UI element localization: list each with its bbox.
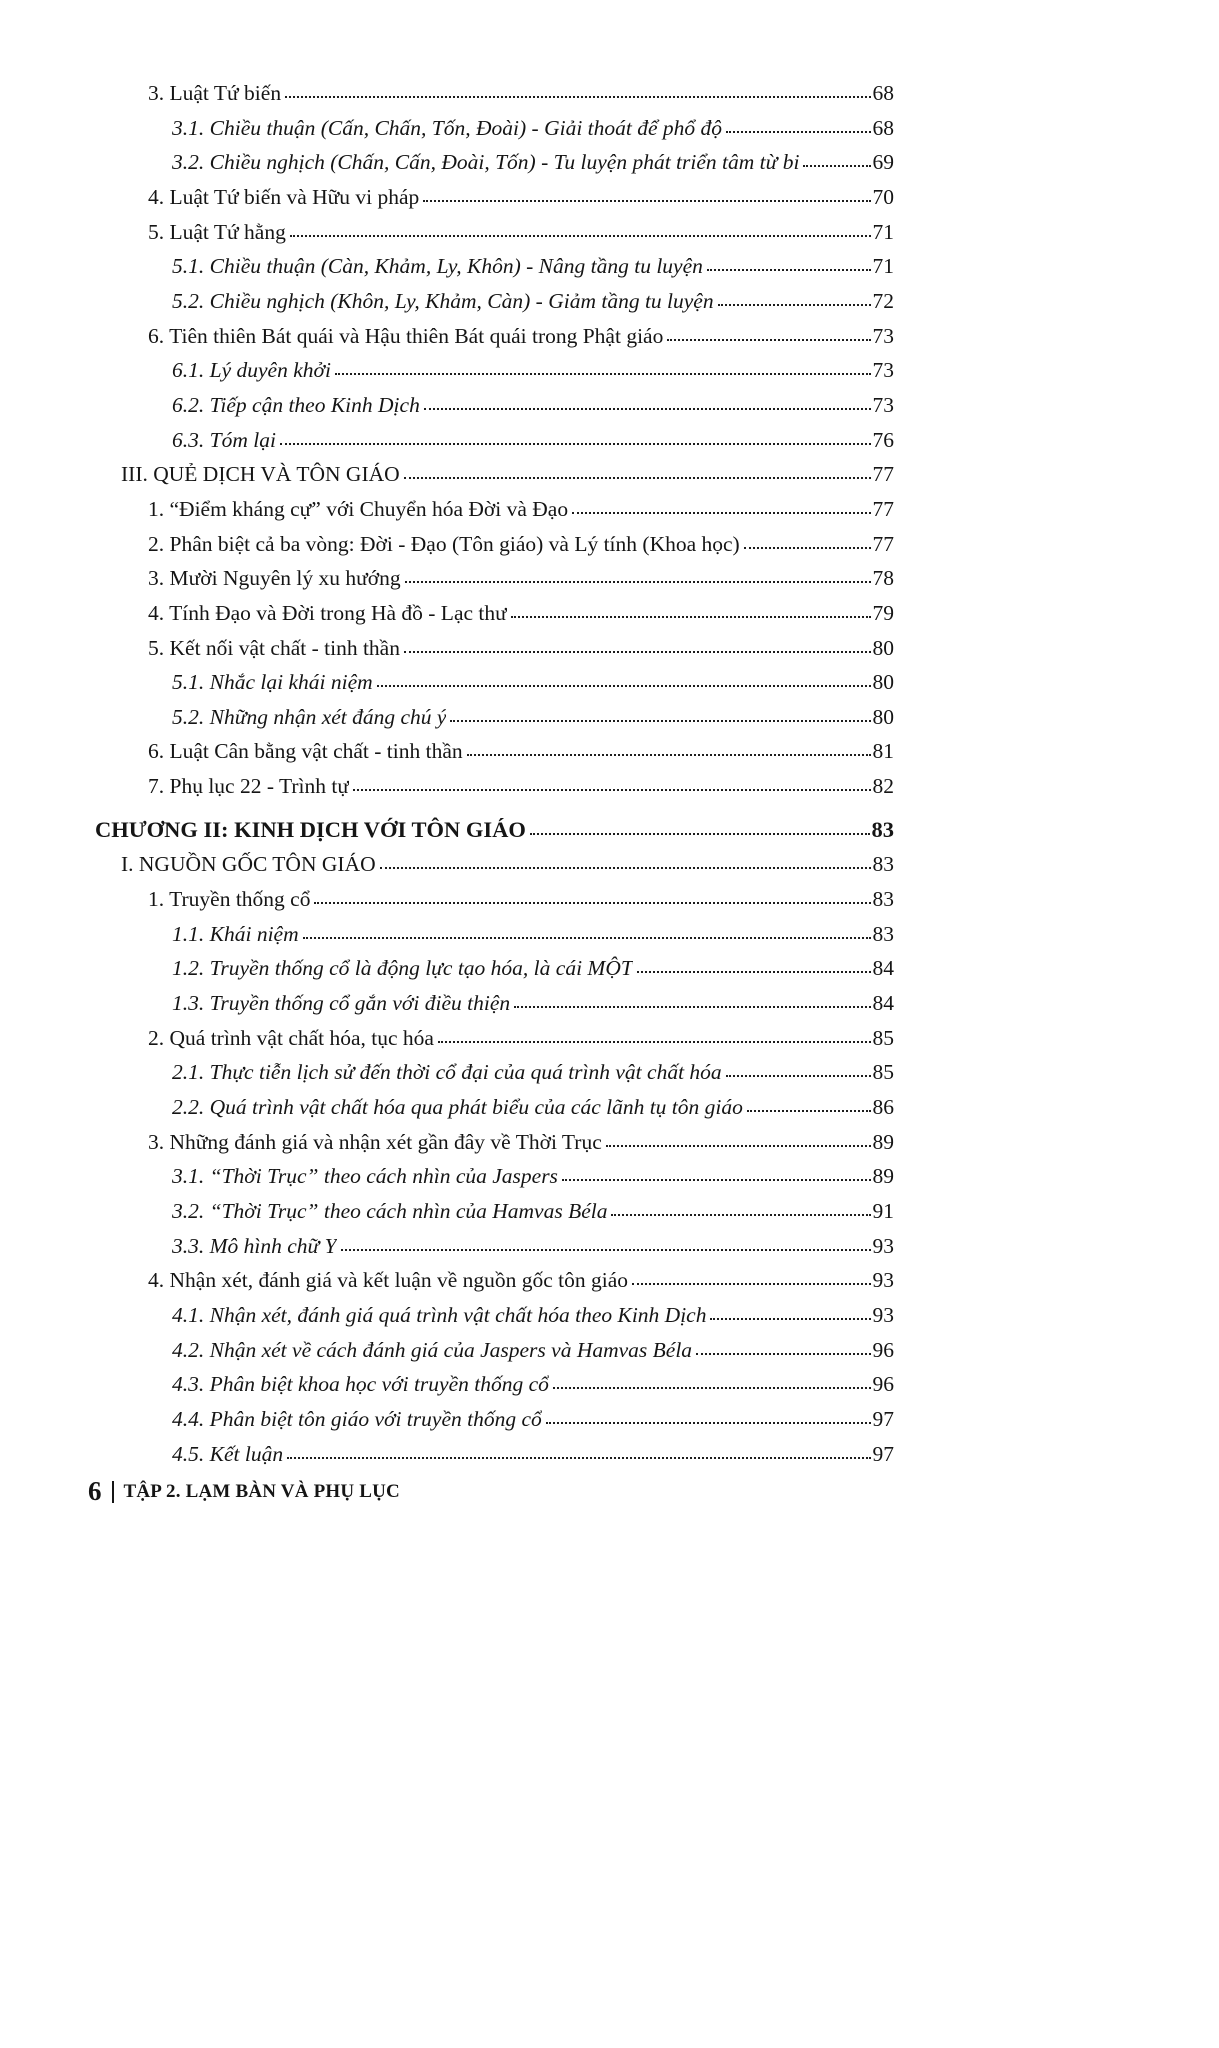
toc-entry-label: 4.3. Phân biệt khoa học với truyền thống cổ: [172, 1372, 549, 1397]
dotted-leader: [546, 1422, 871, 1424]
toc-entry-page: 86: [872, 1095, 894, 1120]
toc-entry: [95, 1229, 894, 1264]
toc-entry-page: 83: [872, 852, 894, 877]
toc-entry-page: 85: [872, 1025, 894, 1050]
dotted-leader: [611, 1214, 870, 1216]
toc-entry-page: 70: [872, 184, 894, 209]
toc-entry-label: 4. Nhận xét, đánh giá và kết luận về nguồn gốc tôn giáo: [148, 1268, 629, 1293]
toc-entry: [95, 457, 894, 492]
toc-entry-label: 2. Phân biệt cả ba vòng: Đời - Đạo (Tôn giáo) và Lý tính (Khoa học): [148, 531, 740, 556]
toc-entry-page: 77: [872, 496, 894, 521]
toc-entry: [95, 76, 894, 111]
toc-entry: [95, 492, 894, 527]
dotted-leader: [511, 616, 871, 618]
toc-entry: [95, 986, 894, 1021]
toc-entry: [95, 1437, 894, 1472]
toc-entry-page: 84: [872, 956, 894, 981]
toc-entry-page: 69: [872, 150, 894, 175]
toc-entry: [95, 665, 894, 700]
toc-entry-page: 89: [872, 1164, 894, 1189]
dotted-leader: [450, 720, 870, 722]
toc-entry-page: 83: [872, 921, 894, 946]
toc-entry-page: 73: [872, 392, 894, 417]
toc-entry-page: 93: [872, 1302, 894, 1327]
toc-entry-label: 3. Mười Nguyên lý xu hướng: [148, 566, 401, 591]
toc-entry: [95, 1333, 894, 1368]
toc-entry: [95, 813, 894, 848]
dotted-leader: [514, 1006, 870, 1008]
dotted-leader: [438, 1041, 871, 1043]
toc-entry-label: 3.1. “Thời Trục” theo cách nhìn của Jaspers: [172, 1164, 558, 1189]
toc-entry-page: 78: [872, 566, 894, 591]
toc-entry: [95, 769, 894, 804]
toc-entry-label: III. QUẺ DỊCH VÀ TÔN GIÁO: [121, 462, 400, 487]
toc-entry-label: 6. Tiên thiên Bát quái và Hậu thiên Bát quái trong Phật giáo: [148, 323, 664, 348]
dotted-leader: [707, 269, 871, 271]
toc-entry-label: 2.1. Thực tiễn lịch sử đến thời cổ đại của quá trình vật chất hóa: [172, 1060, 722, 1085]
dotted-leader: [303, 937, 871, 939]
dotted-leader: [377, 685, 871, 687]
toc-entry: [95, 215, 894, 250]
toc-entry-label: 2.2. Quá trình vật chất hóa qua phát biểu của các lãnh tụ tôn giáo: [172, 1095, 743, 1120]
toc-entry-label: 3. Luật Tứ biến: [148, 81, 282, 105]
toc-entry-label: 4. Luật Tứ biến và Hữu vi pháp: [148, 184, 420, 209]
toc-entry: [95, 631, 894, 666]
toc-entry: [95, 1194, 894, 1229]
toc-entry-page: 96: [872, 1337, 894, 1362]
toc-entry-label: 4.4. Phân biệt tôn giáo với truyền thống cổ: [172, 1406, 542, 1431]
toc-entry-page: 71: [872, 254, 894, 279]
toc-entry-label: 1. “Điểm kháng cự” với Chuyển hóa Đời và Đạo: [148, 496, 569, 521]
toc-entry-label: 5. Kết nối vật chất - tinh thần: [148, 635, 400, 660]
dotted-leader: [335, 373, 871, 375]
toc-entry-label: 7. Phụ lục 22 - Trình tự: [148, 774, 350, 799]
toc-entry-page: 97: [872, 1406, 894, 1431]
toc-entry-page: 77: [872, 531, 894, 556]
toc-entry-page: 93: [872, 1233, 894, 1258]
toc-entry-label: 6.2. Tiếp cận theo Kinh Dịch: [172, 392, 420, 417]
toc-entry-page: 96: [872, 1372, 894, 1397]
toc-entry-page: 93: [872, 1268, 894, 1293]
toc-entry-label: 5. Luật Tứ hằng: [148, 219, 286, 244]
toc-entry: [95, 319, 894, 354]
toc-entry-label: I. NGUỒN GỐC TÔN GIÁO: [121, 852, 376, 877]
toc-entry-page: 73: [872, 358, 894, 383]
dotted-leader: [341, 1249, 871, 1251]
dotted-leader: [667, 339, 870, 341]
footer-page-number: 6: [88, 1476, 102, 1506]
dotted-leader: [467, 754, 871, 756]
dotted-leader: [606, 1145, 871, 1147]
footer-divider: [112, 1481, 114, 1503]
dotted-leader: [287, 1457, 870, 1459]
toc-entry: [95, 1159, 894, 1194]
toc-entry-page: 83: [871, 816, 894, 842]
toc-entry-page: 89: [872, 1129, 894, 1154]
toc-entry-label: 1.1. Khái niệm: [172, 921, 299, 946]
toc-entry-page: 80: [872, 635, 894, 660]
toc-entry: [95, 284, 894, 319]
toc-entry: [95, 388, 894, 423]
dotted-leader: [632, 1283, 870, 1285]
toc-entry: [95, 423, 894, 458]
toc-entry-label: 3. Những đánh giá và nhận xét gần đây về Thời Trục: [148, 1129, 602, 1154]
dotted-leader: [405, 581, 871, 583]
dotted-leader: [404, 477, 871, 479]
toc-entry: [95, 882, 894, 917]
dotted-leader: [562, 1179, 871, 1181]
toc-entry-label: 1.3. Truyền thống cổ gắn với điều thiện: [172, 991, 511, 1016]
dotted-leader: [353, 789, 870, 791]
toc-entry: [95, 1021, 894, 1056]
toc-entry-label: 4. Tính Đạo và Đời trong Hà đồ - Lạc thư: [148, 600, 507, 625]
toc-entry-label: 6. Luật Cân bằng vật chất - tinh thần: [148, 739, 463, 764]
toc-entry-page: 72: [872, 288, 894, 313]
toc-entry-label: 3.2. “Thời Trục” theo cách nhìn của Hamvas Béla: [172, 1199, 608, 1223]
toc-entry-label: 1. Truyền thống cổ: [148, 887, 311, 912]
toc-entry-page: 76: [872, 427, 894, 452]
toc-entry-label: 4.2. Nhận xét về cách đánh giá của Jaspers và Hamvas Béla: [172, 1337, 693, 1362]
toc-entry: [95, 1298, 894, 1333]
dotted-leader: [696, 1353, 870, 1355]
toc-entry: [95, 734, 894, 769]
toc-entry-label: 5.1. Chiều thuận (Càn, Khảm, Ly, Khôn) - Nâng tầng tu luyện: [172, 254, 703, 279]
toc-entry: [95, 951, 894, 986]
dotted-leader: [553, 1387, 871, 1389]
toc-entry-label: 6.1. Lý duyên khởi: [172, 358, 331, 383]
dotted-leader: [747, 1110, 871, 1112]
toc-entry: [95, 700, 894, 735]
toc-entry-page: 77: [872, 462, 894, 487]
toc-entry: [95, 145, 894, 180]
dotted-leader: [726, 1075, 871, 1077]
toc-entry-label: 5.2. Những nhận xét đáng chú ý: [172, 704, 447, 729]
toc-entry-label: 6.3. Tóm lại: [172, 427, 276, 452]
toc-entry-page: 83: [872, 887, 894, 912]
dotted-leader: [280, 443, 871, 445]
toc-entry-label: 5.2. Chiều nghịch (Khôn, Ly, Khảm, Càn) - Giảm tầng tu luyện: [172, 288, 714, 313]
dotted-leader: [424, 408, 871, 410]
toc-entry-page: 68: [872, 81, 894, 105]
toc-entry-page: 84: [872, 991, 894, 1016]
dotted-leader: [637, 971, 871, 973]
dotted-leader: [423, 200, 870, 202]
toc-entry-page: 97: [872, 1441, 894, 1466]
toc-entry-label: CHƯƠNG II: KINH DỊCH VỚI TÔN GIÁO: [95, 816, 526, 842]
dotted-leader: [803, 165, 870, 167]
toc-entry-label: 1.2. Truyền thống cổ là động lực tạo hóa, là cái MỘT: [172, 956, 633, 981]
toc-entry-page: 85: [872, 1060, 894, 1085]
toc-entry-page: 80: [872, 704, 894, 729]
dotted-leader: [290, 235, 871, 237]
toc-entry-page: 71: [872, 219, 894, 244]
toc-entry-page: 68: [872, 115, 894, 140]
toc-entry-label: 4.1. Nhận xét, đánh giá quá trình vật chất hóa theo Kinh Dịch: [172, 1302, 707, 1327]
toc-entry-page: 79: [872, 600, 894, 625]
toc-entry: [95, 561, 894, 596]
toc-entry: [95, 353, 894, 388]
toc-entry-page: 82: [872, 774, 894, 799]
dotted-leader: [380, 867, 871, 869]
toc-entry-label: 3.1. Chiều thuận (Cấn, Chấn, Tốn, Đoài) - Giải thoát để phổ độ: [172, 115, 723, 140]
toc-entry: [95, 111, 894, 146]
toc-entry-page: 91: [872, 1199, 894, 1223]
toc-entry: [95, 847, 894, 882]
toc-entry: [95, 917, 894, 952]
dotted-leader: [404, 651, 871, 653]
toc-list: [95, 76, 894, 1471]
toc-entry-label: 2. Quá trình vật chất hóa, tục hóa: [148, 1025, 434, 1050]
dotted-leader: [530, 833, 870, 835]
page-footer: [88, 1476, 400, 1507]
toc-entry: [95, 249, 894, 284]
toc-entry: [95, 1125, 894, 1160]
dotted-leader: [710, 1318, 870, 1320]
toc-entry: [95, 1402, 894, 1437]
toc-entry-page: 81: [872, 739, 894, 764]
toc-entry-label: 3.2. Chiều nghịch (Chấn, Cấn, Đoài, Tốn) - Tu luyện phát triển tâm từ bi: [172, 150, 800, 175]
toc-entry: [95, 1055, 894, 1090]
toc-entry: [95, 180, 894, 215]
dotted-leader: [726, 131, 870, 133]
toc-entry: [95, 1367, 894, 1402]
dotted-leader: [285, 96, 870, 98]
dotted-leader: [718, 304, 871, 306]
toc-entry: [95, 596, 894, 631]
dotted-leader: [744, 547, 871, 549]
footer-book-title: TẬP 2. LẠM BÀN VÀ PHỤ LỤC: [123, 1480, 400, 1502]
toc-entry: [95, 1090, 894, 1125]
toc-entry-label: 3.3. Mô hình chữ Y: [172, 1233, 337, 1258]
toc-entry-page: 80: [872, 670, 894, 695]
dotted-leader: [572, 512, 870, 514]
toc-entry: [95, 1263, 894, 1298]
toc-entry-label: 4.5. Kết luận: [172, 1441, 284, 1466]
toc-entry: [95, 527, 894, 562]
dotted-leader: [314, 902, 870, 904]
toc-entry-page: 73: [872, 323, 894, 348]
toc-entry-label: 5.1. Nhắc lại khái niệm: [172, 670, 373, 695]
